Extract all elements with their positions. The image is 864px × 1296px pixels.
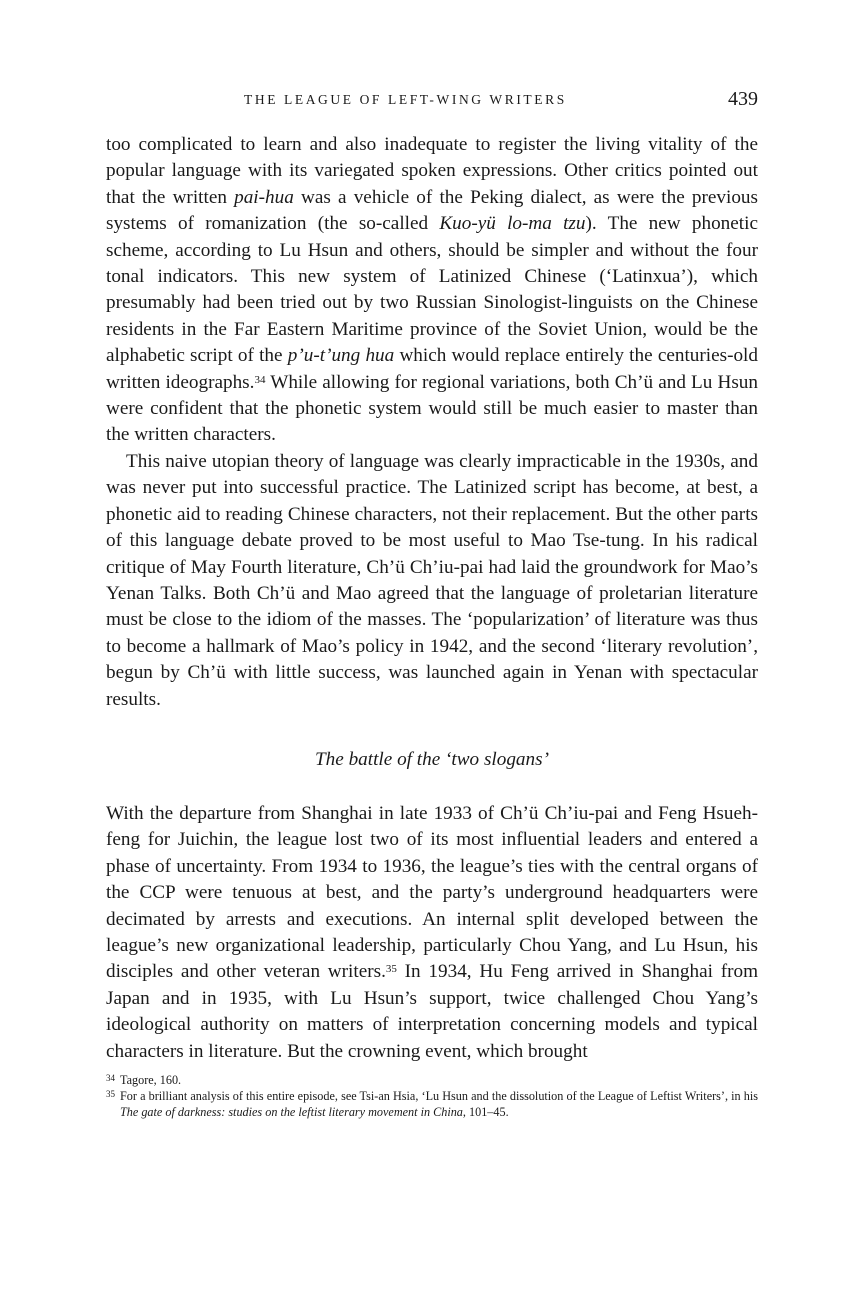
paragraph-1-text-3: ). The new phonetic scheme, according to Lu Hsun and others, should be simpler and without the four tonal indicators. This new system of Latinized Chinese (‘Latinxua’), which presumably had been tried out by two Russian Sinologist-linguists on the Chinese residents in the Far Eastern Maritime province of the Soviet Union, would be the alphabetic script of the — [106, 213, 758, 367]
term-kuo-yu-lo-ma-tzu: Kuo-yü lo-ma tzu — [439, 213, 586, 235]
running-header — [106, 88, 758, 114]
book-page — [106, 88, 758, 1120]
term-pai-hua: pai-hua — [234, 186, 294, 208]
footnote-35-text-2: , 101–45. — [462, 1104, 509, 1119]
body-text-section — [106, 801, 758, 1065]
paragraph-3-text-1: With the departure from Shanghai in late 1933 of Ch’ü Ch’iu-pai and Feng Hsueh-feng for Juichin, the league lost two of its most influential leaders and entered a phase of uncertainty. From 1934 to 1936, the league’s ties with the central organs of the CCP were tenuous at best, and the party’s underground headquarters were decimated by arrests and executions. An internal split developed between the league’s new organizational leadership, particularly Chou Yang, and Lu Hsun, his disciples and other veteran writers. — [106, 802, 758, 983]
footnote-35-mark: 35 — [106, 1088, 115, 1099]
footnote-35-text-1: For a brilliant analysis of this entire episode, see Tsi-an Hsia, ‘Lu Hsun and the dissolution of the League of Leftist Writers’, in his — [120, 1088, 758, 1103]
paragraph-3-text-2: In 1934, Hu Feng arrived in Shanghai from Japan and in 1935, with Lu Hsun’s support, twice challenged Chou Yang’s ideological authority on matters of interpretation concerning models and typical characters in literature. But the crowning event, which brought — [106, 961, 758, 1062]
paragraph-1-text-5: While allowing for regional variations, both Ch’ü and Lu Hsun were confident that the phonetic system would still be much easier to master than the written characters. — [106, 371, 758, 446]
footnote-34-text: Tagore, 160. — [120, 1073, 182, 1087]
footnotes — [106, 1073, 758, 1120]
footnote-35-book-title: The gate of darkness: studies on the leftist literary movement in China — [120, 1104, 463, 1119]
body-text — [106, 132, 758, 713]
running-title: THE LEAGUE OF LEFT-WING WRITERS — [244, 92, 567, 107]
footnote-35 — [106, 1089, 758, 1121]
paragraph-1-text-1: too complicated to learn and also inadequate to register the living vitality of the popular language with its variegated spoken expressions. Other critics pointed out that the written — [106, 134, 758, 208]
footnote-34 — [106, 1073, 758, 1089]
paragraph-3 — [106, 801, 758, 1065]
section-heading: The battle of the ‘two slogans’ — [315, 748, 549, 770]
page-number: 439 — [728, 88, 758, 110]
paragraph-2: This naive utopian theory of language was clearly impracticable in the 1930s, and was never put into successful practice. The Latinized script has become, at best, a phonetic aid to reading Chinese characters, not their replacement. But the other parts of this language debate proved to be most useful to Mao Tse-tung. In his radical critique of May Fourth literature, Ch’ü Ch’iu-pai had laid the groundwork for Mao’s Yenan Talks. Both Ch’ü and Mao agreed that the language of proletarian literature must be close to the idiom of the masses. The ‘popularization’ of literature was thus to become a hallmark of Mao’s policy in 1942, and the second ‘literary revolution’, begun by Ch’ü with little success, was launched again in Yenan with spectacular results. — [106, 450, 758, 710]
paragraph-1-text-4: which would replace entirely the centuries-old written ideographs. — [106, 345, 758, 393]
term-pu-tung-hua: p’u-t’ung hua — [287, 345, 395, 367]
footnote-34-mark: 34 — [106, 1073, 115, 1083]
footnote-ref-35[interactable]: 35 — [385, 963, 397, 976]
paragraph-1 — [106, 132, 758, 449]
footnote-ref-34[interactable]: 34 — [254, 373, 266, 386]
paragraph-1-text-2: was a vehicle of the Peking dialect, as were the previous systems of romanization (the so-called — [106, 186, 758, 235]
